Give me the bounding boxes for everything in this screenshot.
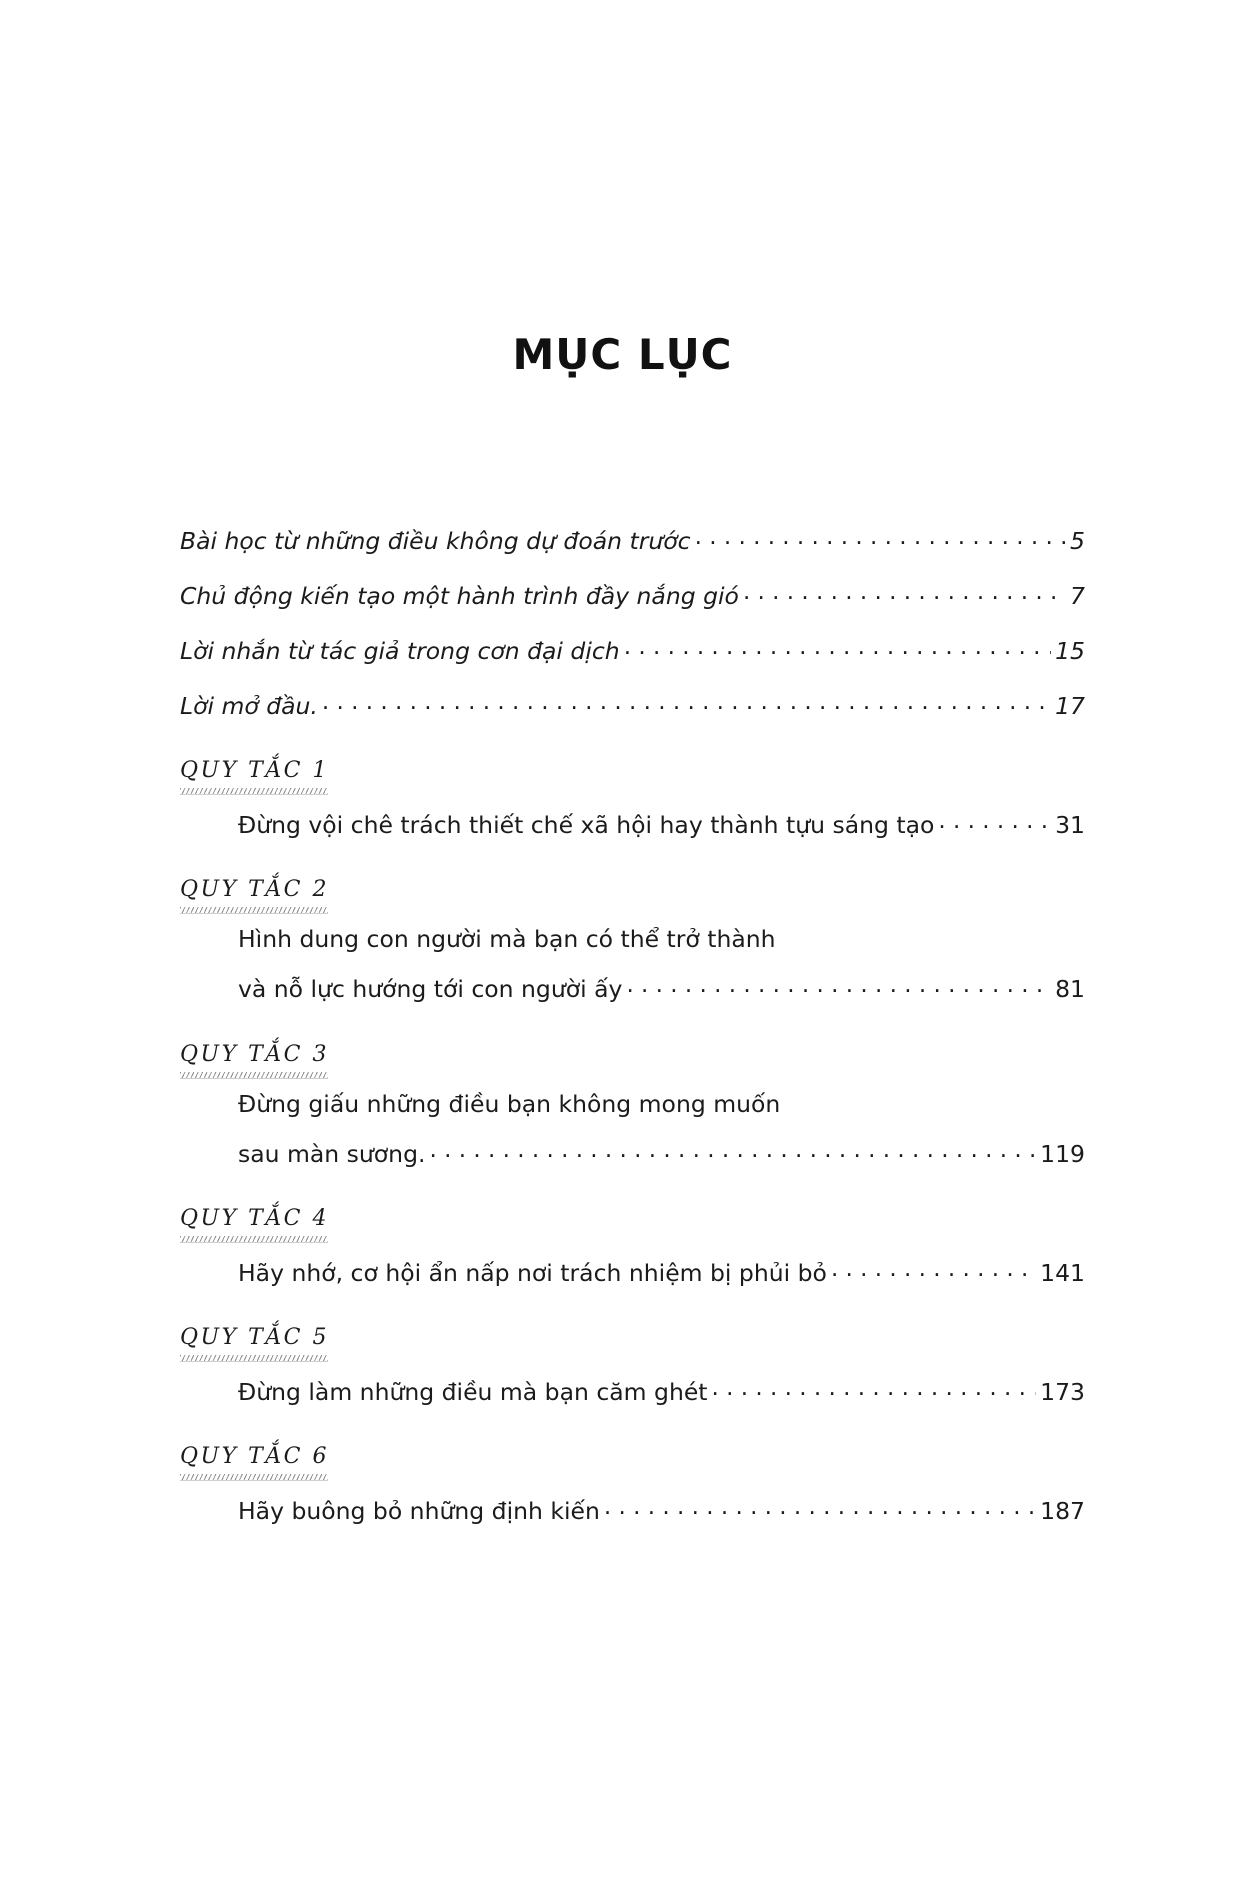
rule-heading[interactable]: QUY TẮC 5 xyxy=(180,1325,329,1350)
rule-underline-ornament xyxy=(180,1072,328,1079)
toc-entry-page: 31 xyxy=(1055,810,1085,839)
rule-entries xyxy=(238,809,1085,837)
toc-entry-label: Đừng giấu những điều bạn không mong muốn xyxy=(238,1089,781,1118)
toc-entry-page: 141 xyxy=(1040,1258,1085,1287)
dot-leader xyxy=(626,974,1051,998)
toc-entry-page: 187 xyxy=(1040,1496,1085,1525)
dot-leader xyxy=(429,1138,1036,1162)
dot-leader xyxy=(322,690,1051,714)
toc-entry[interactable] xyxy=(180,525,1085,553)
toc-entry[interactable] xyxy=(238,1495,1085,1523)
page-title: MỤC LỤC xyxy=(512,330,733,379)
toc-entry-page: 17 xyxy=(1055,691,1085,720)
rule-underline-ornament xyxy=(180,907,328,914)
toc-entry-label: sau màn sương. xyxy=(238,1139,426,1168)
dot-leader xyxy=(938,809,1051,833)
toc-entry[interactable] xyxy=(238,1376,1085,1404)
toc-entry-label: Bài học từ những điều không dự đoán trước xyxy=(180,526,691,555)
toc-entry-page: 7 xyxy=(1070,581,1085,610)
toc-entry-label: Lời nhắn từ tác giả trong cơn đại dịch xyxy=(180,636,620,665)
dot-leader xyxy=(831,1257,1036,1281)
toc-entry[interactable] xyxy=(180,690,1085,718)
rule-heading[interactable]: QUY TẮC 6 xyxy=(180,1444,329,1469)
rule-heading[interactable]: QUY TẮC 1 xyxy=(180,758,329,783)
toc-entry[interactable] xyxy=(238,974,1085,1002)
toc-rule-group xyxy=(180,1042,1085,1167)
toc-entry[interactable] xyxy=(238,1257,1085,1285)
toc-entry-label: Hãy nhớ, cơ hội ẩn nấp nơi trách nhiệm bị phủi bỏ xyxy=(238,1258,827,1287)
toc-entry-label: Chủ động kiến tạo một hành trình đầy nắng gió xyxy=(180,581,739,610)
toc-entry-page: 119 xyxy=(1040,1139,1085,1168)
table-of-contents xyxy=(180,525,1085,1545)
toc-rule-group xyxy=(180,877,1085,1002)
toc-entry[interactable] xyxy=(180,580,1085,608)
toc-entry-label: Hình dung con người mà bạn có thể trở thành xyxy=(238,925,776,953)
toc-entry-page: 173 xyxy=(1040,1377,1085,1406)
toc-entry-label: Đừng làm những điều mà bạn căm ghét xyxy=(238,1377,708,1406)
rule-underline-ornament xyxy=(180,1236,328,1243)
rule-entries xyxy=(238,1257,1085,1285)
rule-entries xyxy=(238,1376,1085,1404)
toc-rule-group xyxy=(180,1206,1085,1285)
rule-underline-ornament xyxy=(180,1355,328,1362)
dot-leader xyxy=(624,635,1051,659)
toc-entry-page: 5 xyxy=(1070,526,1085,555)
rule-underline-ornament xyxy=(180,788,328,795)
dot-leader xyxy=(695,525,1066,549)
rule-entries xyxy=(238,1089,1085,1168)
dot-leader xyxy=(604,1495,1036,1519)
rule-heading[interactable]: QUY TẮC 2 xyxy=(180,877,329,902)
toc-entry-page: 81 xyxy=(1055,975,1085,1003)
toc-entry[interactable] xyxy=(238,1138,1085,1166)
dot-leader xyxy=(743,580,1066,604)
toc-entry-label: Lời mở đầu. xyxy=(180,691,318,720)
rule-entries xyxy=(238,1495,1085,1523)
toc-entry[interactable] xyxy=(180,635,1085,663)
dot-leader xyxy=(712,1376,1037,1400)
toc-entry-label: và nỗ lực hướng tới con người ấy xyxy=(238,975,623,1003)
rule-heading[interactable]: QUY TẮC 4 xyxy=(180,1206,329,1231)
toc-entry-label: Hãy buông bỏ những định kiến xyxy=(238,1496,600,1525)
rule-heading[interactable]: QUY TẮC 3 xyxy=(180,1041,329,1067)
toc-rule-group xyxy=(180,1444,1085,1523)
rule-entries xyxy=(238,925,1085,1003)
toc-entry[interactable] xyxy=(238,809,1085,837)
toc-entry-page: 15 xyxy=(1055,636,1085,665)
toc-rule-group xyxy=(180,758,1085,837)
toc-entry-label: Đừng vội chê trách thiết chế xã hội hay thành tựu sáng tạo xyxy=(238,810,935,839)
toc-rule-group xyxy=(180,1325,1085,1404)
rule-underline-ornament xyxy=(180,1474,328,1481)
